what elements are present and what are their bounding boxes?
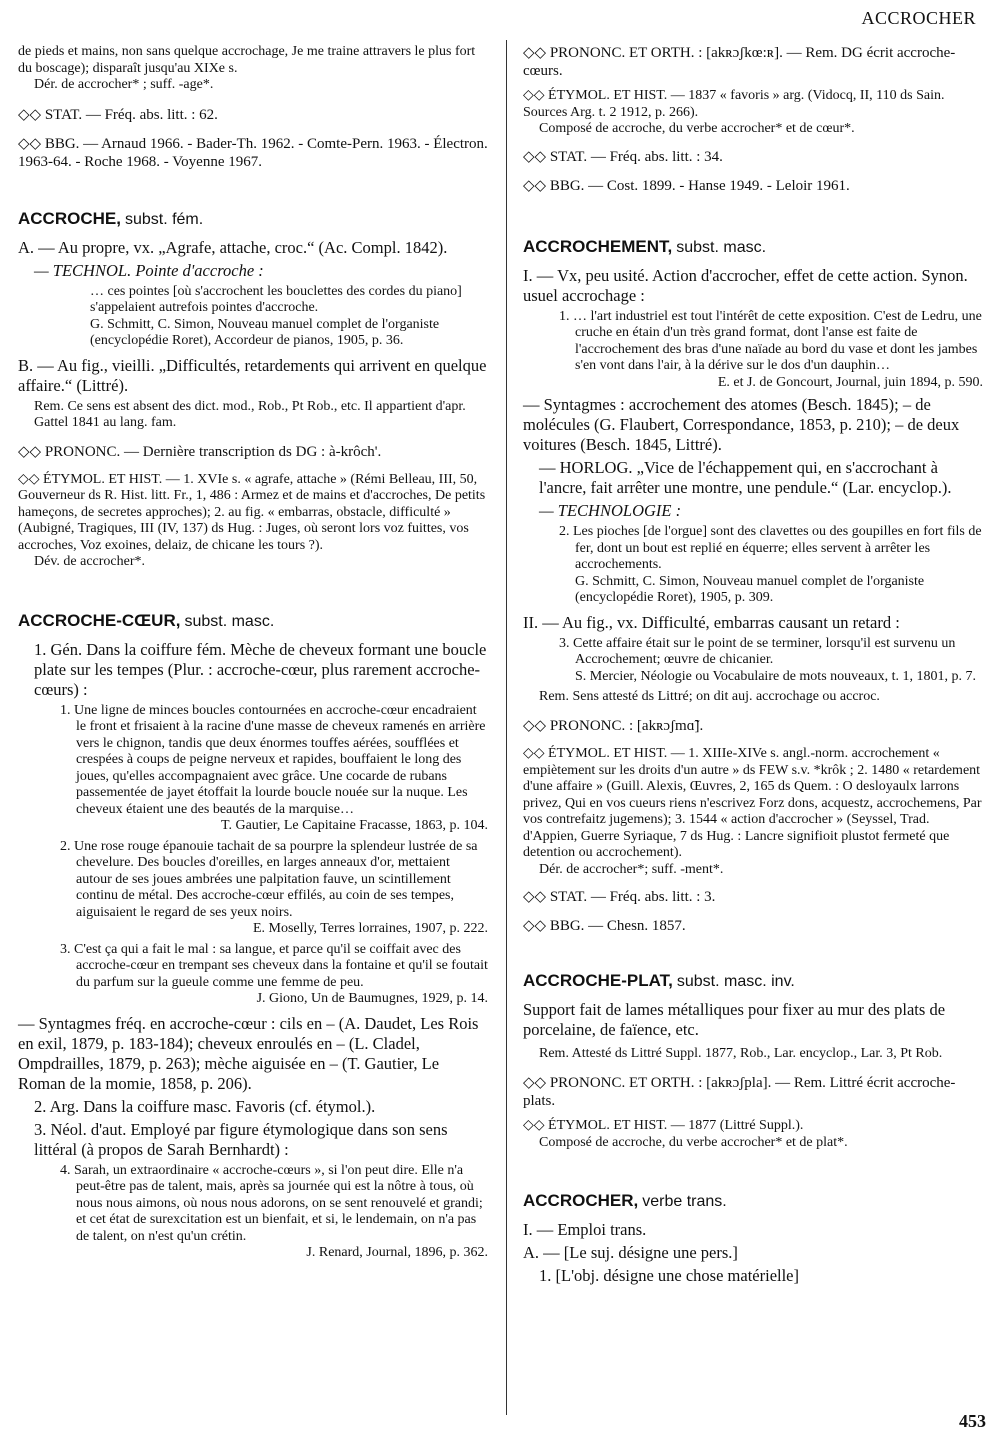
quote: 2. Une rose rouge épanouie tachait de sa pourpre la splendeur lustrée de sa chevelure. Des boucles d'oreilles, en larges anneaux d'or, mettaient autour de ses joues ambrées une palpitation fauve, un scintillement continu de métal. Des accroche-cœur effilés, au coin de ses tempes, aiguisaient le regard de ses yeux noirs. [60, 838, 478, 920]
horlog: — HORLOG. „Vice de l'échappement qui, en s'accrochant à l'ancre, fait arrêter une montre, une pendule.“ (Lar. encyclop.). [539, 458, 952, 497]
quote: 4. Sarah, un extraordinaire « accroche-cœurs », si l'on peut dire. Elle n'a peut-être pas de talent, mais, après sa journée qui est la nôtre à tous, où nous nous aimons, où nous nous adorons, on se sent renouvelé et grandi; et cet état de surexcitation est un bienfait, et si, le lendemain, on n'a pas de talent, on n'est qu'un crétin. [60, 1162, 483, 1244]
quote-source: E. et J. de Goncourt, Journal, juin 1894, p. 590. [717, 374, 983, 390]
pronunciation: ◇◇ PRONONC. : [akʀɔʃmɑ̃]. [523, 718, 704, 734]
subsection-1: 1. [L'obj. désigne une chose matérielle] [539, 1266, 800, 1285]
quote-source: T. Gautier, Le Capitaine Fracasse, 1863, p. 104. [220, 818, 488, 833]
technol-label: — TECHNOL. Pointe d'accroche : [34, 260, 264, 280]
etymology: ◇◇ ÉTYMOL. ET HIST. — 1877 (Littré Suppl.). [523, 1118, 804, 1133]
quote-source: E. Moselly, Terres lorraines, 1907, p. 222. [252, 921, 488, 936]
bbg: ◇◇ BBG. — Chesn. 1857. [523, 918, 686, 934]
sense-1: I. — Vx, peu usité. Action d'accrocher, effet de cette action. Synon. usuel accrochage : [523, 265, 968, 305]
section-i: I. — Emploi trans. [523, 1220, 647, 1239]
quote-source: G. Schmitt, C. Simon, Nouveau manuel complet de l'organiste (encyclopédie Roret), Accordeur de pianos, 1905, p. 36. [90, 316, 440, 348]
section-a: A. — [Le suj. désigne une pers.] [523, 1243, 738, 1262]
quote: 1. … l'art industriel est tout l'intérêt de cette exposition. C'est de Ledru, une cruche en étain d'un très grand format, dont l'anse est faite de l'accrochement des bras d'une naïade au bord du vase et dont les jambes s'en vont dans l'air, à la dérive sur le dos d'un dauphin… [559, 308, 982, 373]
quote-source: J. Renard, Journal, 1896, p. 362. [306, 1245, 488, 1260]
grammatical-category: subst. masc. inv. [676, 973, 795, 990]
headword: ACCROCHE, [18, 208, 121, 228]
pronunciation: ◇◇ PRONONC. — Dernière transcription ds DG : à-krôch'. [18, 443, 382, 460]
accroche-coeur-composition: Composé de accroche, du verbe accrocher* et de cœur*. [539, 121, 855, 136]
quote-source: S. Mercier, Néologie ou Vocabulaire de mots nouveaux, t. 1, 1801, p. 7. [575, 668, 976, 684]
grammatical-category: subst. fém. [124, 210, 204, 228]
sense-2: II. — Au fig., vx. Difficulté, embarras causant un retard : [523, 612, 900, 632]
accroche-coeur-bbg: ◇◇ BBG. — Cost. 1899. - Hanse 1949. - Leloir 1961. [523, 177, 850, 194]
entry-heading [523, 971, 983, 991]
headword: ACCROCHER, [523, 1191, 639, 1210]
syntagmes: — Syntagmes fréq. en accroche-cœur : cils en – (A. Daudet, Les Rois en exil, 1879, p. 183-184); cheveux enroulés en – (L. Cladel, Ompdrailles, 1879, p. 263); mèche aiguisée en – (T. Gautier, Le Roman de la momie, 1858, p. 206). [18, 1013, 479, 1093]
accrochage-derivation: Dér. de accrocher* ; suff. -age*. [34, 77, 214, 92]
entry-heading [18, 611, 488, 631]
column-divider [506, 40, 507, 1415]
etymology: ◇◇ ÉTYMOL. ET HIST. — 1. XIIIe-XIVe s. angl.-norm. accrochement « empiètement sur les droits d'un autre » ds FEW s.v. *krôk ; 2. 1480 « retardement d'une affaire » (Guill. Alexis, Œuvres, 2, 165 ds Quem. : O desloyaulx larrons privez, Qui en vos cueurs riens n'escrivez Forz dons, acquestz, accrochemens, Par vos contrefaitz jugemens); 3. 1544 « action d'accrocher » (Seyssel, Trad. d'Appien, Guerre Syriaque, 7 ds Hug. : Lancre signifioit plustot fermeté que detention ou accrochement). [523, 746, 982, 860]
accrochage-tail: de pieds et mains, non sans quelque accrochage, Je me traine attravers le plus fort du boscage); disparaît jusqu'au XIXe s. [18, 44, 476, 76]
headword: ACCROCHEMENT, [523, 236, 673, 256]
entry-heading [523, 237, 983, 257]
quote: … ces pointes [où s'accrochent les bouclettes des cordes du piano] s'appelaient autrefois pointes d'accroche. [90, 283, 462, 315]
grammatical-category: subst. masc. [184, 612, 275, 630]
page-number: 453 [959, 1411, 986, 1431]
accroche-coeur-pronunciation: ◇◇ PRONONC. ET ORTH. : [akʀɔʃkœ:ʀ]. — Rem. DG écrit accroche-cœurs. [523, 45, 956, 79]
quote: 1. Une ligne de minces boucles contournées en accroche-cœur encadraient le front et frisaient à la racine d'une masse de cheveux ramenés en arrière vers le chignon, tandis que deux énormes touffes aérées, soufflées et crespées à coups de peigne nerveux et rapides, bouffaient le long des joues, qu'elles accompagnaient avec grâce. Une cocarde de rubans passementée de jayet étoffait la lourde boucle nouée sur la nuque. Les cheveux étaient une des beautés de la marquise… [60, 702, 486, 817]
accrochage-bbg: ◇◇ BBG. — Arnaud 1966. - Bader-Th. 1962. - Comte-Pern. 1963. - Électron. 1963-64. - Roche 1968. - Voyenne 1967. [18, 135, 488, 170]
entry-heading [523, 1191, 983, 1211]
pronunciation: ◇◇ PRONONC. ET ORTH. : [akʀɔʃpla]. — Rem. Littré écrit accroche-plats. [523, 1075, 956, 1109]
stat: ◇◇ STAT. — Fréq. abs. litt. : 3. [523, 889, 716, 905]
syntagmes: — Syntagmes : accrochement des atomes (Besch. 1845); – de molécules (G. Flaubert, Correspondance, 1853, p. 210); – de deux voitures (Besch. 1845, Littré). [523, 395, 960, 454]
grammatical-category: verbe trans. [642, 1193, 727, 1210]
sense-a: A. — Au propre, vx. „Agrafe, attache, croc.“ (Ac. Compl. 1842). [18, 237, 448, 257]
sense-2: 2. Arg. Dans la coiffure masc. Favoris (cf. étymol.). [34, 1096, 376, 1116]
running-head: ACCROCHER [861, 8, 976, 28]
quote: 2. Les pioches [de l'orgue] sont des clavettes ou des goupilles en fort fils de fer, dont un bout est replié en équerre; elles servent à arrêter les accrochements. [559, 524, 982, 572]
technologie-label: — TECHNOLOGIE : [539, 501, 682, 520]
left-column [18, 44, 488, 1262]
entry-accroche-coeur [18, 611, 488, 1262]
remark: Rem. Ce sens est absent des dict. mod., Rob., Pt Rob., etc. Il appartient d'apr. Gattel 1841 au lang. fam. [34, 398, 466, 430]
entry-accrocher [523, 1191, 983, 1286]
entry-accroche-plat [523, 971, 983, 1151]
accroche-coeur-stat: ◇◇ STAT. — Fréq. abs. litt. : 34. [523, 148, 723, 165]
entry-accroche [18, 209, 488, 571]
remark: Rem. Sens attesté ds Littré; on dit auj. accrochage ou accroc. [539, 689, 880, 704]
remark: Rem. Attesté ds Littré Suppl. 1877, Rob., Lar. encyclop., Lar. 3, Pt Rob. [539, 1046, 943, 1061]
sense-3: 3. Néol. d'aut. Employé par figure étymologique dans son sens littéral (à propos de Sarah Bernhardt) : [34, 1119, 448, 1159]
accrochage-stat: ◇◇ STAT. — Fréq. abs. litt. : 62. [18, 106, 218, 123]
entry-heading [18, 209, 488, 229]
quote: 3. Cette affaire était sur le point de se terminer, lorsqu'il est survenu un Accrochement; œuvre de chicanier. [559, 635, 956, 667]
quote-source: G. Schmitt, C. Simon, Nouveau manuel complet de l'organiste (encyclopédie Roret), 1905, p. 309. [575, 573, 925, 605]
headword: ACCROCHE-PLAT, [523, 971, 673, 990]
composition: Composé de accroche, du verbe accrocher* et de plat*. [539, 1134, 848, 1150]
quote: 3. C'est ça qui a fait le mal : sa langue, et parce qu'il se coiffait avec des accroche-cœur en trempant ses cheveux dans la fontaine et qu'il se foutait du parfum sur la gueule comme une femme de peu. [60, 941, 488, 990]
right-column [523, 44, 983, 1289]
derivation: Dév. de accrocher*. [34, 554, 146, 569]
definition: Support fait de lames métalliques pour fixer au mur des plats de porcelaine, de faïence, etc. [523, 1000, 946, 1039]
accroche-coeur-etymology: ◇◇ ÉTYMOL. ET HIST. — 1837 « favoris » arg. (Vidocq, II, 110 ds Sain. Sources Arg. t. 2 1912, p. 266). [523, 88, 945, 120]
headword: ACCROCHE-CŒUR, [18, 610, 181, 630]
quote-source: J. Giono, Un de Baumugnes, 1929, p. 14. [256, 991, 488, 1006]
derivation: Dér. de accrocher*; suff. -ment*. [539, 861, 724, 877]
sense-1: 1. Gén. Dans la coiffure fém. Mèche de cheveux formant une boucle plate sur les tempes (Plur. : accroche-cœur, plus rarement accroche-cœurs) : [34, 639, 487, 699]
entry-accrochement [523, 237, 983, 936]
sense-b: B. — Au fig., vieilli. „Difficultés, retardements qui arrivent en quelque affaire.“ (Littré). [18, 355, 487, 395]
grammatical-category: subst. masc. [676, 238, 767, 256]
etymology: ◇◇ ÉTYMOL. ET HIST. — 1. XVIe s. « agrafe, attache » (Rémi Belleau, III, 50, Gouverneur ds R. Hist. litt. Fr., 1, 486 : Armez et de mains et d'accroches, De petits hameçons, de secretes approches); 2. au fig. « embarras, obstacle, difficulté » (Aubigné, Tragiques, III (IV, 137) ds Hug. : Juges, où seront lors voz fuittes, vos accroches, Voz exoines, delaiz, de chicane les tours ?). [18, 471, 486, 553]
